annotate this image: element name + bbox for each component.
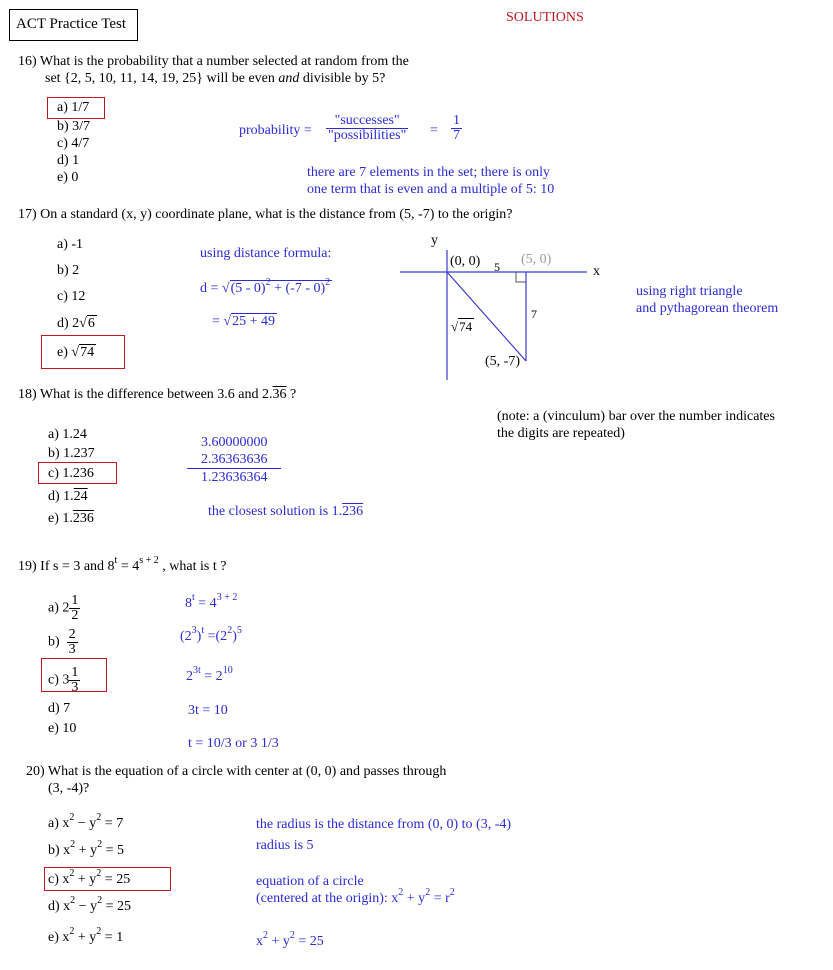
right-angle-marker — [516, 272, 526, 282]
q18-closest-solution: the closest solution is 1.236 — [208, 504, 364, 519]
q16-option-d[interactable]: d) 1 — [57, 153, 80, 168]
q18-option-e[interactable]: e) 1.236 — [48, 511, 94, 526]
q16-equals: = — [430, 123, 438, 138]
q20-option-a[interactable]: a) $x^2 - y^2 = 7$ — [48, 812, 124, 831]
q20-question-line2: (3, -4)? — [48, 781, 90, 796]
q16-option-c[interactable]: c) 4/7 — [57, 136, 90, 151]
q17-hypotenuse-label: √74 — [451, 319, 473, 334]
q20-option-b[interactable]: b) $x^2 + y^2 = 5$ — [48, 839, 124, 858]
q17-option-a[interactable]: a) -1 — [57, 237, 84, 252]
q17-option-e[interactable]: e) √74 — [57, 345, 95, 360]
q20-option-c[interactable]: c) $x^2 + y^2 = 25$ — [48, 868, 131, 887]
q16-option-a[interactable]: a) 1/7 — [57, 100, 90, 115]
q19-step5: t = 10/3 or 3 1/3 — [188, 736, 279, 751]
q18-question: 18) What is the difference between 3.6 and 2.36 ? — [18, 387, 297, 402]
page-title: ACT Practice Test — [16, 16, 127, 32]
q16-option-e[interactable]: e) 0 — [57, 170, 79, 185]
q19-question: 19) If s = 3 and $8^t = 4^{s + 2}$ , what is t ? — [18, 555, 227, 574]
q18-subtraction-rule — [187, 468, 281, 469]
q18-calc-line1: 3.60000000 — [201, 435, 268, 450]
q16-probability-label: probability = — [239, 123, 312, 138]
q17-point-5-0: (5, 0) — [521, 252, 552, 267]
q19-option-d[interactable]: d) 7 — [48, 701, 71, 716]
q18-option-a[interactable]: a) 1.24 — [48, 427, 87, 442]
q19-option-a[interactable]: a) 2 $\frac{1}{2}$ — [48, 593, 79, 623]
q19-step4: 3t = 10 — [188, 703, 228, 718]
q17-option-d[interactable]: d) 2√6 — [57, 316, 95, 331]
q16-probability-fraction: $\frac{\text{"successes"}}{\text{"possibilities"}}$ — [328, 113, 407, 143]
q19-step1: $8^t = 4^{3 + 2}$ — [185, 592, 238, 611]
q17-distance-formula: d = √(5 - 0)$^2$ + (-7 - 0)$^2$ — [200, 277, 331, 296]
q20-note1: the radius is the distance from (0, 0) to (3, -4) — [256, 817, 512, 832]
q17-point-5-neg7: (5, -7) — [485, 354, 520, 369]
q20-final-equation: $x^2 + y^2 = 25$ — [256, 930, 324, 949]
solutions-label: SOLUTIONS — [506, 10, 584, 25]
q18-option-b[interactable]: b) 1.237 — [48, 446, 95, 461]
q20-note3: equation of a circle — [256, 874, 364, 889]
q19-step3: $2^{3t} = 2^{10}$ — [186, 665, 233, 684]
q17-note-line2: and pythagorean theorem — [636, 301, 779, 316]
q17-axis-x-label: x — [593, 264, 600, 279]
q17-note-line1: using right triangle — [636, 284, 743, 299]
q17-question: 17) On a standard (x, y) coordinate plane, what is the distance from (5, -7) to the origin? — [18, 207, 513, 222]
q19-option-c[interactable]: c) 3 $\frac{1}{3}$ — [48, 665, 79, 695]
q17-five-label: 5 — [494, 260, 500, 274]
q20-question-line1: 20) What is the equation of a circle with center at (0, 0) and passes through — [26, 764, 447, 779]
q16-question-line1: 16) What is the probability that a number selected at random from the — [18, 54, 409, 69]
q18-note-line1: (note: a (vinculum) bar over the number indicates — [497, 409, 775, 424]
q16-answer-fraction: $\frac{1}{7}$ — [453, 113, 460, 143]
q17-distance-step2: = √25 + 49 — [212, 314, 275, 329]
q20-option-e[interactable]: e) $x^2 + y^2 = 1$ — [48, 926, 124, 945]
q18-option-c[interactable]: c) 1.236 — [48, 466, 94, 481]
q20-option-d[interactable]: d) $x^2 - y^2 = 25$ — [48, 895, 131, 914]
q19-option-e[interactable]: e) 10 — [48, 721, 77, 736]
q16-note-line2: one term that is even and a multiple of 5: 10 — [307, 182, 555, 197]
q17-using-distance: using distance formula: — [200, 246, 332, 261]
q19-step2: $(2^3)^t =(2^2)^5$ — [180, 625, 242, 644]
q16-option-b[interactable]: b) 3/7 — [57, 119, 91, 134]
q17-seven-label: 7 — [531, 307, 537, 321]
q17-option-c[interactable]: c) 12 — [57, 289, 86, 304]
q20-note2: radius is 5 — [256, 838, 314, 853]
q16-question-line2: set {2, 5, 10, 11, 14, 19, 25} will be even and divisible by 5? — [45, 71, 386, 86]
hypotenuse-line — [447, 272, 526, 361]
q18-calc-line3: 1.23636364 — [201, 470, 268, 485]
q16-note-line1: there are 7 elements in the set; there is only — [307, 165, 550, 180]
q17-origin-label: (0, 0) — [450, 254, 481, 269]
q18-option-d[interactable]: d) 1.24 — [48, 489, 88, 504]
q19-option-b[interactable]: b) $\frac{2}{3}$ — [48, 627, 76, 657]
q17-option-b[interactable]: b) 2 — [57, 263, 80, 278]
q18-note-line2: the digits are repeated) — [497, 426, 625, 441]
q20-note4: (centered at the origin): $x^2 + y^2 = r^2$ — [256, 887, 455, 906]
q18-calc-line2: 2.36363636 — [201, 452, 268, 467]
q17-axis-y-label: y — [431, 233, 438, 248]
